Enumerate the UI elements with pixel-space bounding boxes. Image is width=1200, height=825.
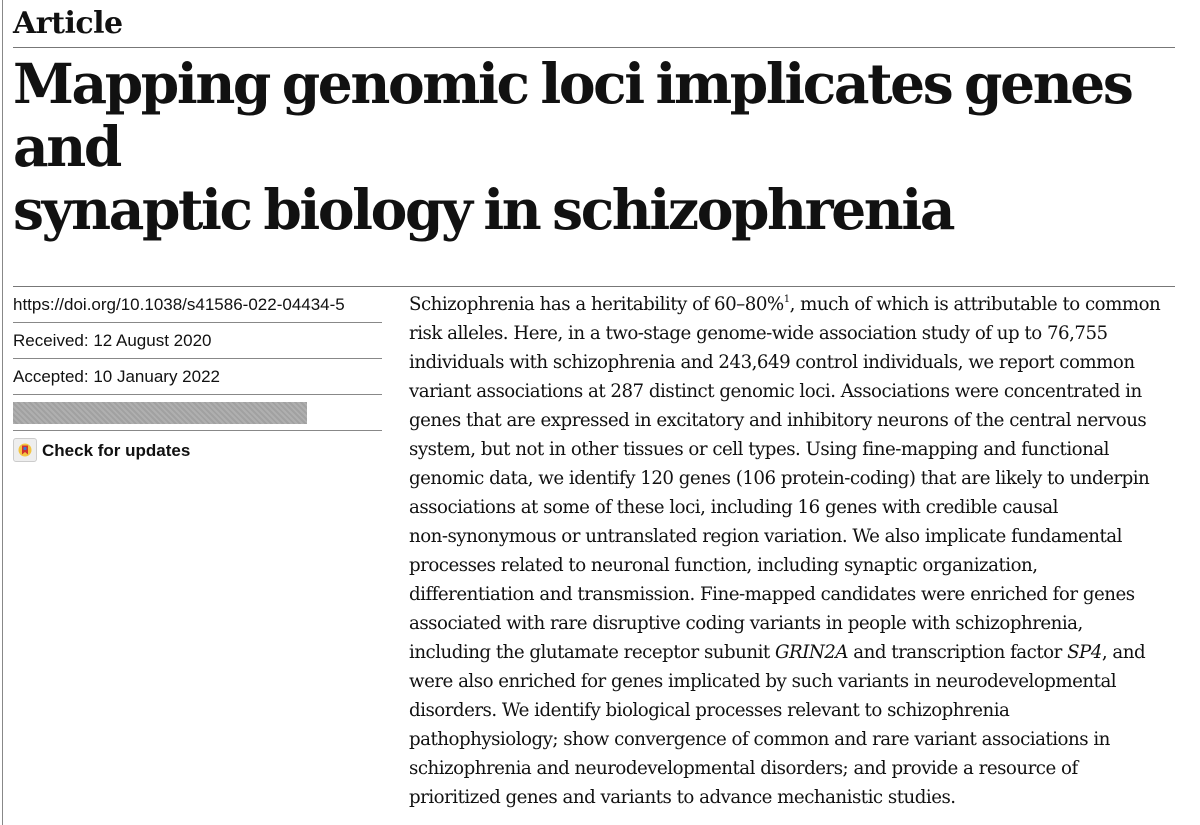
redacted-field bbox=[13, 395, 382, 431]
check-for-updates-label[interactable]: Check for updates bbox=[42, 440, 191, 460]
abstract-line: schizophrenia and neurodevelopmental disorders; and provide a resource of bbox=[409, 758, 1078, 779]
accepted-date: Accepted: 10 January 2022 bbox=[13, 359, 382, 395]
abstract-line: associations at some of these loci, including 16 genes with credible causal bbox=[409, 497, 1058, 518]
abstract-line: pathophysiology; show convergence of common and rare variant associations in bbox=[409, 729, 1110, 750]
redaction-bar bbox=[13, 402, 307, 424]
abstract-line: non-synonymous or untranslated region variation. We also implicate fundamental bbox=[409, 526, 1122, 547]
abstract-line: risk alleles. Here, in a two-stage genome-wide association study of up to 76,755 bbox=[409, 323, 1108, 344]
abstract-line: genes that are expressed in excitatory and inhibitory neurons of the central nervous bbox=[409, 410, 1147, 431]
gene-name: SP4 bbox=[1067, 642, 1102, 663]
abstract-line: system, but not in other tissues or cell types. Using fine-mapping and functional bbox=[409, 439, 1109, 460]
section-label: Article bbox=[13, 6, 123, 41]
received-date: Received: 12 August 2020 bbox=[13, 323, 382, 359]
article-metadata bbox=[13, 287, 382, 469]
doi-link[interactable]: https://doi.org/10.1038/s41586-022-04434-5 bbox=[13, 287, 382, 323]
abstract-line: prioritized genes and variants to advance mechanistic studies. bbox=[409, 787, 956, 808]
abstract-line: Schizophrenia has a heritability of 60–80%$^1$, much of which is attributable to common bbox=[409, 293, 1161, 315]
gene-name: GRIN2A bbox=[774, 642, 849, 663]
abstract-line: disorders. We identify biological processes relevant to schizophrenia bbox=[409, 700, 1010, 721]
abstract-line: including the glutamate receptor subunit GRIN2A and transcription factor SP4, and bbox=[409, 642, 1146, 663]
abstract-line: individuals with schizophrenia and 243,649 control individuals, we report common bbox=[409, 352, 1135, 373]
abstract-line: associated with rare disruptive coding variants in people with schizophrenia, bbox=[409, 613, 1083, 634]
title-line-2: synaptic biology in schizophrenia bbox=[13, 177, 954, 242]
abstract-line: processes related to neuronal function, including synaptic organization, bbox=[409, 555, 1038, 576]
abstract-line: genomic data, we identify 120 genes (106 protein-coding) that are likely to underpin bbox=[409, 468, 1150, 489]
title-line-1: Mapping genomic loci implicates genes and bbox=[13, 51, 1132, 179]
article-title bbox=[13, 52, 1188, 241]
check-for-updates[interactable] bbox=[13, 431, 382, 469]
abstract bbox=[409, 290, 1184, 812]
citation-ref[interactable]: 1 bbox=[783, 293, 790, 305]
bookmark-check-icon bbox=[13, 438, 37, 462]
abstract-line: variant associations at 287 distinct genomic loci. Associations were concentrated in bbox=[409, 381, 1142, 402]
abstract-line: were also enriched for genes implicated by such variants in neurodevelopmental bbox=[409, 671, 1117, 692]
header-divider bbox=[13, 47, 1175, 48]
abstract-line: differentiation and transmission. Fine-mapped candidates were enriched for genes bbox=[409, 584, 1135, 605]
page-edge-rule bbox=[2, 0, 3, 825]
